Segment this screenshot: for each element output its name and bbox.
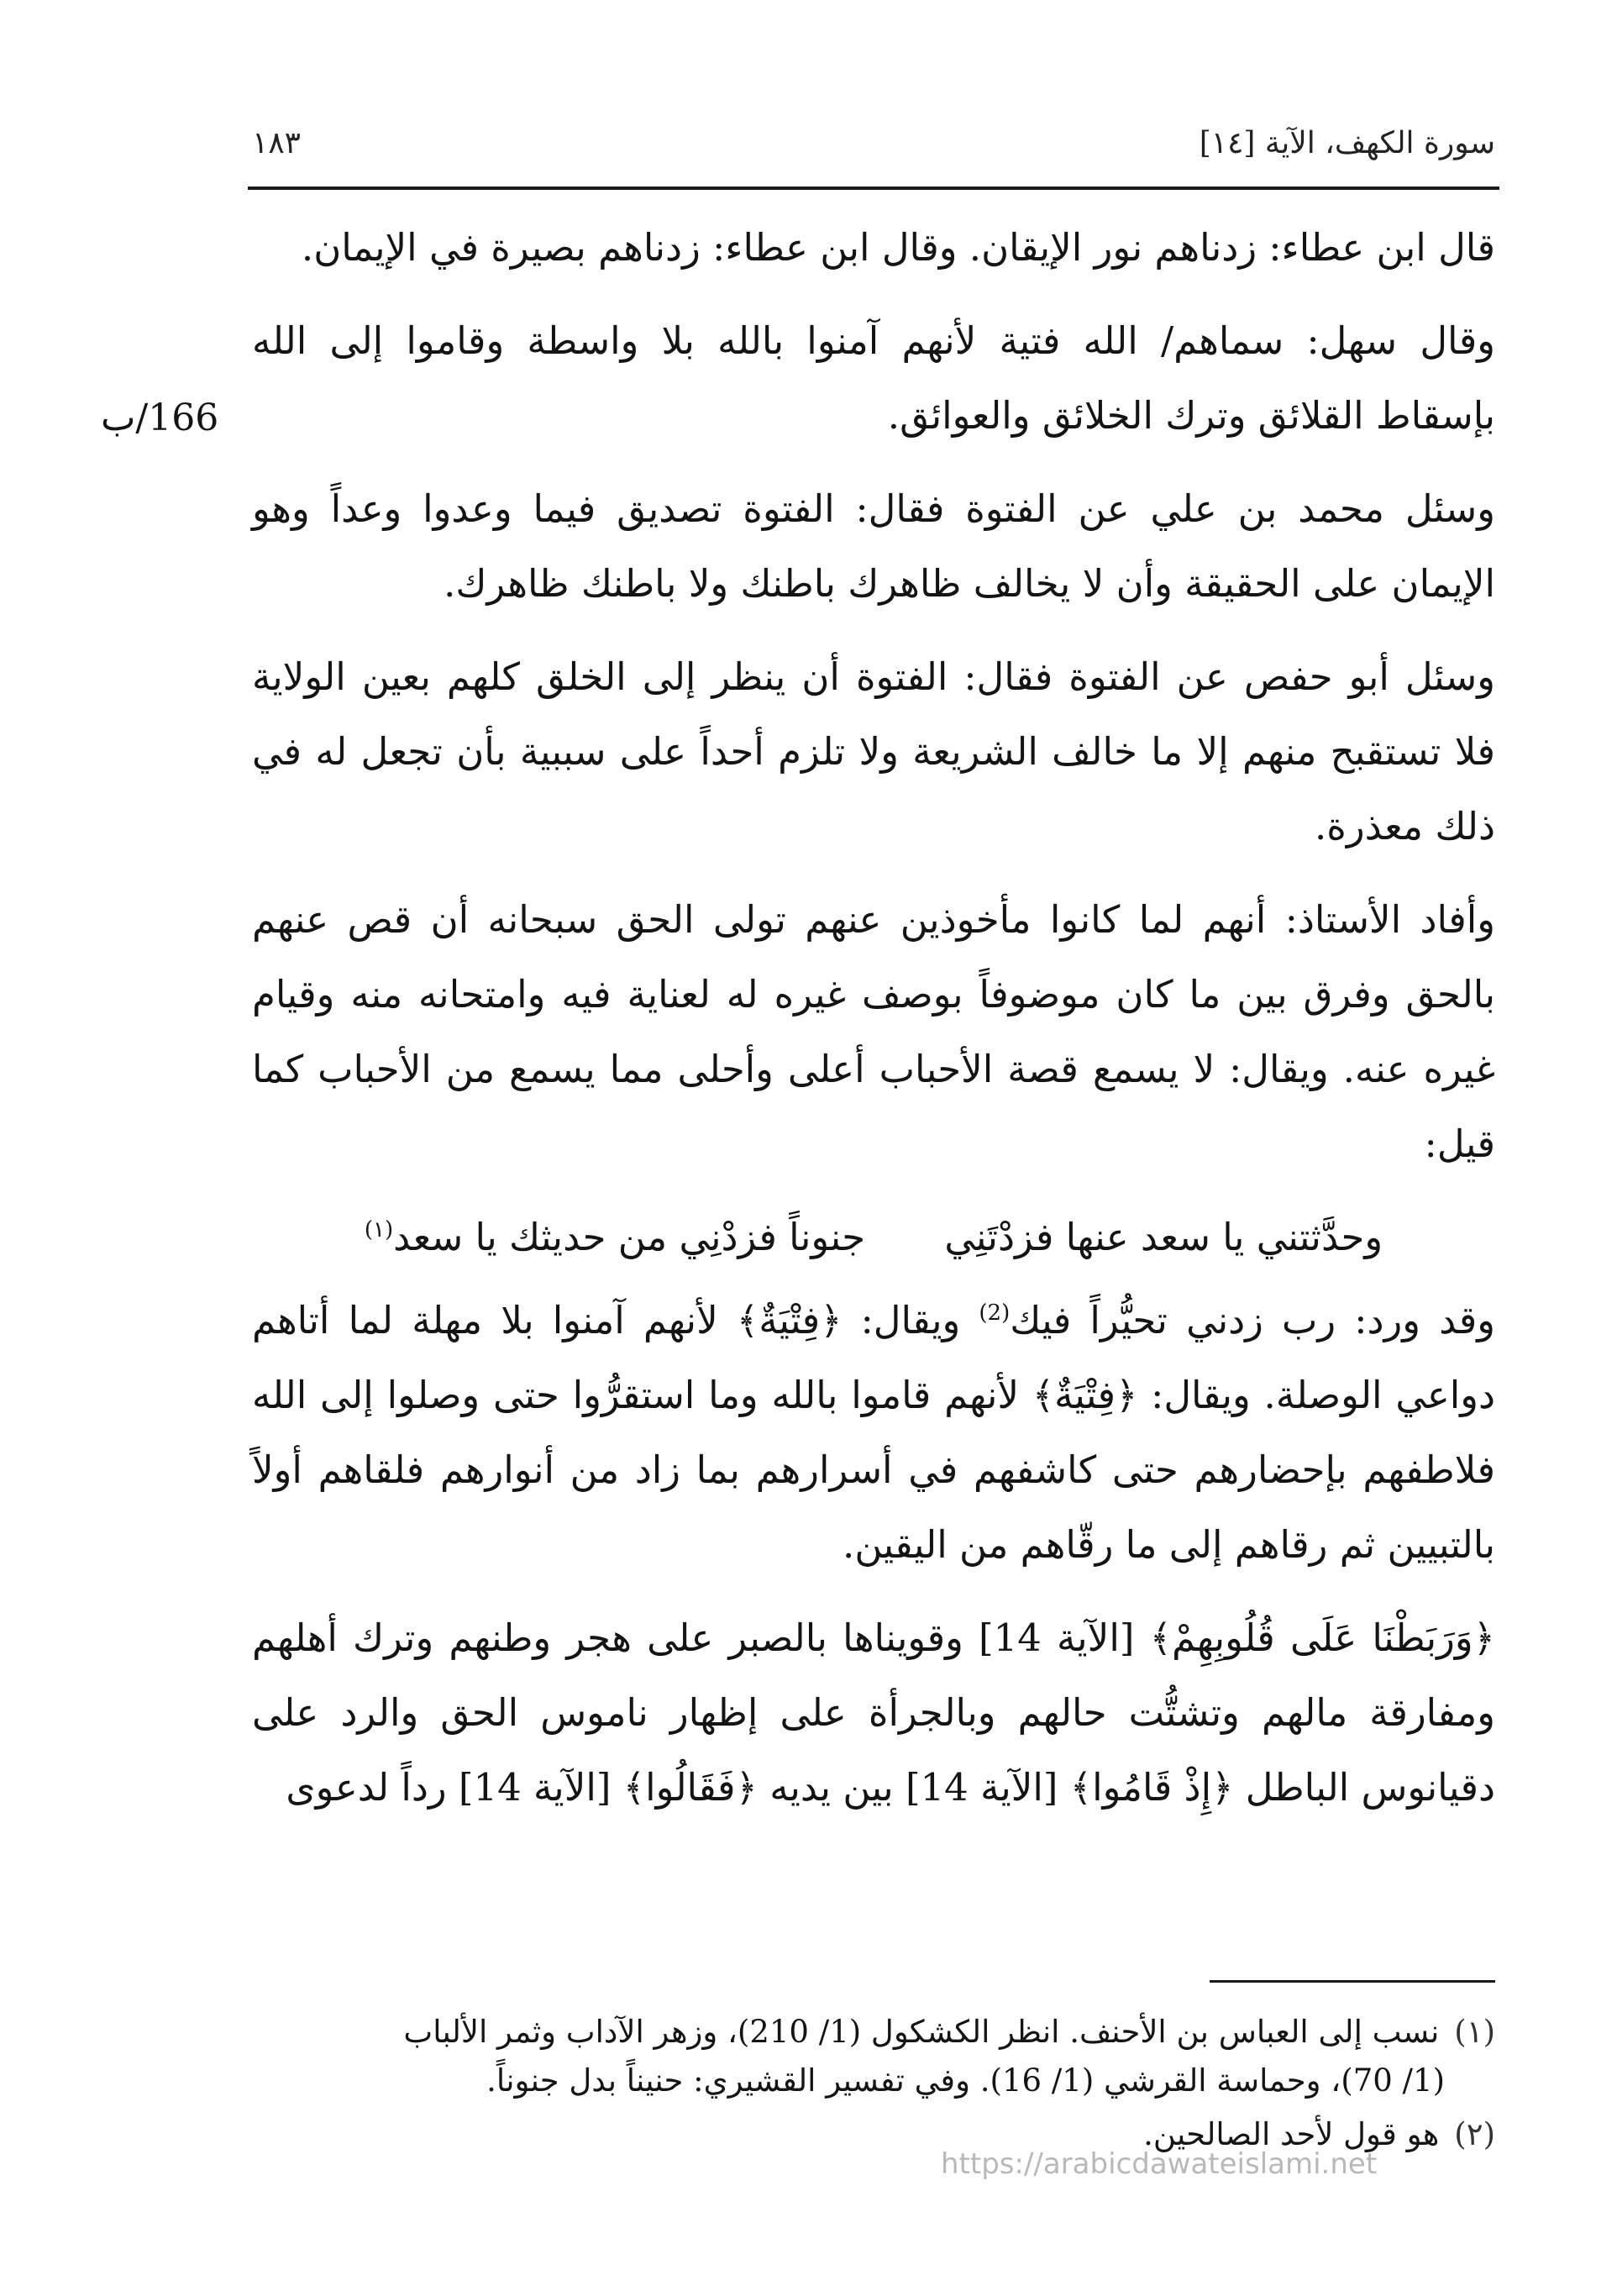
paragraph: وقال سهل: سماهم/ الله فتية لأنهم آمنوا بالله بلا واسطة وقاموا إلى الله بإسقاط القلائق وترك الخلائق والعوائق. xyxy=(252,318,1495,438)
poetry-verse xyxy=(252,1200,1495,1274)
verse-second-text: جنوناً فزدْنِي من حديثك يا سعد xyxy=(393,1215,866,1259)
running-title: سورة الكهف، الآية [١٤] xyxy=(1199,126,1495,160)
paragraph: ﴿وَرَبَطْنَا عَلَى قُلُوبِهِمْ﴾ [الآية 14] وقويناها بالصبر على هجر وطنهم وترك أهلهم ومفارقة مالهم وتشتُّت حالهم وبالجرأة على إظهار ناموس الحق والرد على دقيانوس الباطل ﴿إِذْ قَامُوا﴾ [الآية 14] بين يديه ﴿فَقَالُوا﴾ [الآية 14] رداً لدعوى xyxy=(252,1616,1495,1810)
footnotes xyxy=(252,2008,1495,2164)
footnote-divider xyxy=(1210,1980,1495,1983)
watermark-url: https://arabicdawateislami.net xyxy=(941,2147,1378,2181)
footnote-number: (٢) xyxy=(1454,2116,1495,2152)
footnote xyxy=(252,2008,1495,2105)
verse-second-hemistich: جنوناً فزدْنِي من حديثك يا سعد(١) xyxy=(365,1200,865,1274)
footnote-text: (1/ 70)، وحماسة القرشي (1/ 16). وفي تفسير القشيري: حنيناً بدل جنوناً. xyxy=(486,2062,1445,2099)
paragraph: وأفاد الأستاذ: أنهم لما كانوا مأخوذين عنهم تولى الحق سبحانه أن قص عنهم بالحق وفرق بين ما كان موضوفاً بوصف غيره له لعناية فيه وامتحانه منه وقيام غيره عنه. ويقال: لا يسمع قصة الأحباب أعلى وأحلى مما يسمع من الأحباب كما قيل: xyxy=(252,897,1495,1166)
paragraph xyxy=(252,1283,1495,1582)
paragraph-text: وقد ورد: رب زدني تحيُّراً فيك xyxy=(1010,1298,1495,1342)
page-header xyxy=(252,126,1495,185)
verse-first-hemistich: وحدَّثتني يا سعد عنها فزدْتَنِي xyxy=(944,1215,1383,1259)
paragraph: وسئل محمد بن علي عن الفتوة فقال: الفتوة تصديق فيما وعدوا وعداً وهو الإيمان على الحقيقة وأن لا يخالف ظاهرك باطنك ولا باطنك ظاهرك. xyxy=(252,486,1495,606)
footnote-text: نسب إلى العباس بن الأحنف. انظر الكشكول (1/ 210)، وزهر الآداب وثمر الألباب xyxy=(403,2014,1440,2050)
manuscript-folio-marker: 166/ب xyxy=(101,397,219,439)
footnote-reference: (2) xyxy=(979,1300,1011,1326)
paragraph: قال ابن عطاء: زدناهم نور الإيقان. وقال ابن عطاء: زدناهم بصيرة في الإيمان. xyxy=(301,225,1495,270)
main-text xyxy=(252,210,1495,1843)
paragraph-text: ويقال: ﴿فِتْيَةٌ﴾ لأنهم آمنوا بلا مهلة لما أتاهم دواعي الوصلة. ويقال: ﴿فِتْيَةٌ﴾ لأنهم قاموا بالله وما استقرُّوا حتى وصلوا إلى الله فلاطفهم بإحضارهم حتى كاشفهم في أسرارهم بما زاد من أنوارهم فلقاهم أولاً بالتبيين ثم رقاهم إلى ما رقّاهم من اليقين. xyxy=(252,1298,1495,1567)
page-number: ١٨٣ xyxy=(252,126,302,160)
header-divider xyxy=(248,187,1499,190)
paragraph: وسئل أبو حفص عن الفتوة فقال: الفتوة أن ينظر إلى الخلق كلهم بعين الولاية فلا تستقبح منهم إلا ما خالف الشريعة ولا تلزم أحداً على سببية بأن تجعل له في ذلك معذرة. xyxy=(252,654,1495,849)
footnote-number: (١) xyxy=(1454,2014,1495,2050)
footnote-text: هو قول لأحد الصالحين. xyxy=(1143,2116,1440,2152)
